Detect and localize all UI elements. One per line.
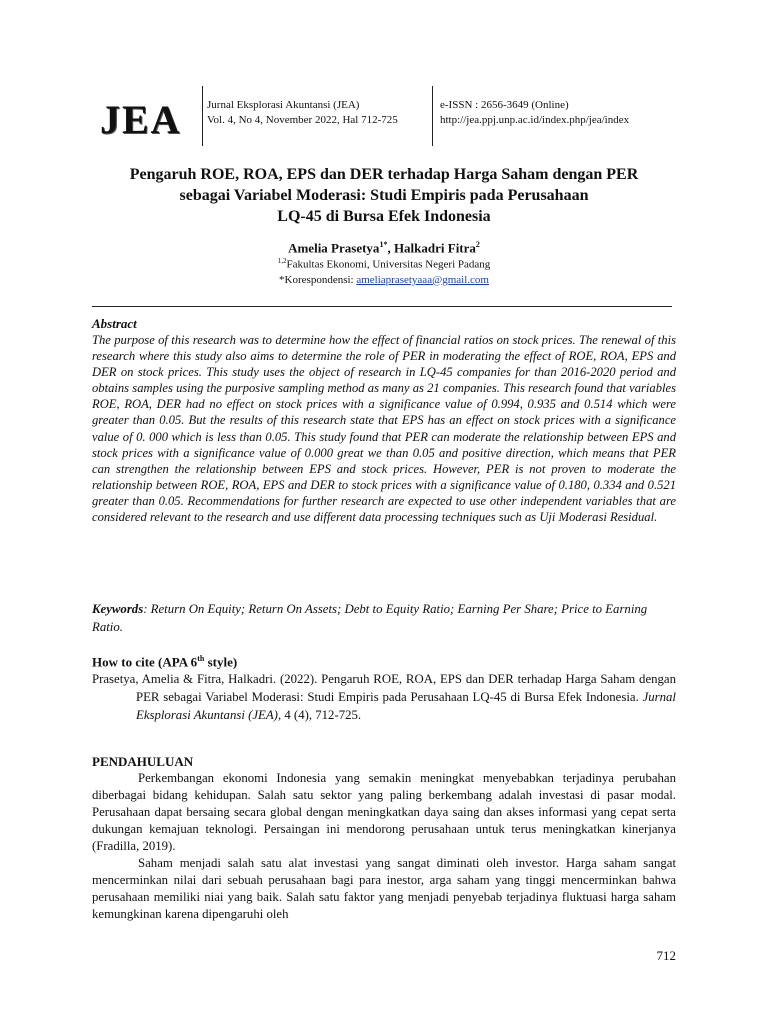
journal-info bbox=[207, 98, 398, 128]
citation-heading-tail: style) bbox=[204, 654, 238, 670]
horizontal-divider bbox=[92, 306, 672, 307]
article-title bbox=[92, 164, 676, 227]
affiliation-block bbox=[92, 254, 676, 288]
author-marker: 2 bbox=[475, 240, 480, 249]
author-separator: , bbox=[387, 240, 394, 256]
affiliation: Fakultas Ekonomi, Universitas Negeri Padang bbox=[286, 258, 491, 271]
title-line: LQ-45 di Bursa Efek Indonesia bbox=[277, 208, 491, 225]
citation-body: Prasetya, Amelia & Fitra, Halkadri. (2022). Pengaruh ROE, ROA, EPS dan DER terhadap Harga Saham dengan PER sebagai Variabel Moderasi: Studi Empiris pada Perusahaan LQ-45 di Bursa Efek Indonesia. bbox=[92, 672, 676, 704]
correspondence-email[interactable]: ameliaprasetyaaa@gmail.com bbox=[356, 273, 489, 286]
section-heading: PENDAHULUAN bbox=[92, 754, 194, 769]
author-name: Amelia Prasetya bbox=[288, 240, 380, 256]
journal-name: Jurnal Eksplorasi Akuntansi (JEA) bbox=[207, 99, 360, 111]
header-divider-right bbox=[432, 86, 433, 146]
affiliation-marker: 1,2 bbox=[277, 257, 287, 265]
keywords bbox=[92, 600, 676, 636]
correspondence-label: *Korespondensi: bbox=[279, 273, 357, 286]
paragraph: Saham menjadi salah satu alat investasi yang sangat diminati oleh investor. Harga saham sangat mencerminkan nilai dari sebuah perusahaan bagi para inestor, arga saham yang tinggi mencerminkan bahwa perusahaan memiliki niai yang baik. Salah satu faktor yang menjadi penyebab terjadinya fluktuasi harga saham kemungkinan karena dipengaruhi oleh bbox=[92, 856, 676, 921]
keywords-text: : Return On Equity; Return On Assets; Debt to Equity Ratio; Earning Per Share; Price to Earning Ratio. bbox=[92, 602, 648, 634]
author-marker: 1* bbox=[379, 240, 388, 249]
abstract-heading: Abstract bbox=[92, 316, 137, 331]
volume-info: Vol. 4, No 4, November 2022, Hal 712-725 bbox=[207, 114, 398, 126]
citation-text bbox=[92, 670, 676, 724]
citation-heading-sup: th bbox=[197, 654, 205, 663]
keywords-label: Keywords bbox=[92, 602, 144, 616]
citation-heading bbox=[92, 654, 237, 670]
journal-logo: JEA bbox=[100, 97, 182, 142]
title-line: Pengaruh ROE, ROA, EPS dan DER terhadap Harga Saham dengan PER bbox=[129, 166, 639, 183]
issn: e-ISSN : 2656-3649 (Online) bbox=[440, 99, 569, 111]
author-name: Halkadri Fitra bbox=[393, 240, 476, 256]
page-number: 712 bbox=[656, 948, 676, 963]
paragraph: Perkembangan ekonomi Indonesia yang semakin meningkat menyebabkan terjadinya perubahan diberbagai bidang kehidupan. Salah satu sektor yang paling berkembang adalah investasi di pasar modal. Perusahaan dapat bersaing secara global dengan meningkatkan daya saing dan akses informasi yang cepat serta dukungan kemajuan teknologi. Persaingan ini mendorong perusahaan untuk terus meningkatkan kinerjanya (Fradilla, 2019). bbox=[92, 771, 676, 853]
journal-url[interactable]: http://jea.ppj.unp.ac.id/index.php/jea/index bbox=[440, 114, 630, 126]
citation-heading-text: How to cite (APA 6 bbox=[92, 654, 198, 670]
introduction-body bbox=[92, 770, 676, 923]
header-divider-left bbox=[202, 86, 203, 146]
citation-tail: , 4 (4), 712-725. bbox=[277, 708, 362, 722]
journal-ids bbox=[440, 98, 629, 128]
citation-journal: Jurnal Eksplorasi Akuntansi (JEA) bbox=[136, 690, 676, 722]
title-line: sebagai Variabel Moderasi: Studi Empiris pada Perusahaan bbox=[179, 187, 589, 204]
abstract-text: The purpose of this research was to determine how the effect of financial ratios on stock prices. The renewal of this research where this study also aims to determine the role of PER in moderating the effect of ROE, ROA, EPS and DER on stock prices. This study uses the object of research in LQ-45 companies for than 2016-2020 period and obtains samples using the purposive sampling method as many as 21 companies. This research found that variables ROE, ROA, DER had no effect on stock prices with a significance value of 0.994, 0.935 and 0.514 which were greater than 0.05. But the results of this research state that EPS has an effect on stock prices with a significance value of 0. 000 which is less than 0.05. This study found that PER can moderate the relationship between EPS and stock prices with a significance value of 0.000 great we than 0.05 and positive direction, which means that PER can strengthen the relationship between EPS and stock prices. However, PER is not proven to moderate the relationship between ROE, ROA, EPS and DER to stock prices with a significance value of 0.180, 0.334 and 0.521 greater than 0.05. Recommendations for further research are expected to use other independent variables that are considered relevant to the research and use different data processing techniques such as Uji Moderasi Residual. bbox=[92, 333, 676, 525]
